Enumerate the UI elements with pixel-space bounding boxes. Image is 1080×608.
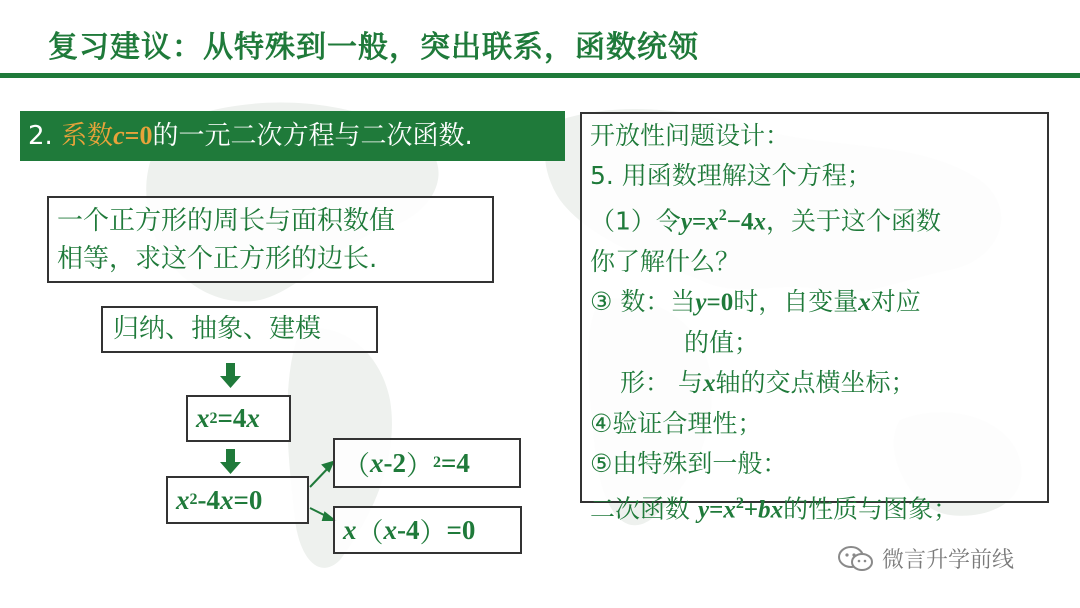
l3-x2: x — [753, 208, 767, 236]
l10-c: + — [743, 496, 759, 524]
l10-x: x — [723, 496, 736, 524]
l5-d: 对应 — [870, 287, 921, 317]
equation-box-2 — [166, 476, 309, 524]
l10-sup: 2 — [735, 495, 744, 513]
eq3-end: =4 — [441, 447, 470, 478]
right-line-7 — [590, 363, 1039, 404]
eq3-close: ） — [406, 450, 433, 482]
l3-b: = — [692, 208, 707, 236]
eq4-var2: x — [383, 514, 397, 545]
watermark — [836, 543, 1014, 574]
l10-d: 的性质与图象； — [783, 494, 959, 524]
l5-a: ③ 数：当 — [590, 287, 696, 317]
banner-prefix: 2. — [28, 121, 62, 151]
page-title: 复习建议：从特殊到一般，突出联系，函数统领 — [48, 30, 699, 65]
l3-x: x — [706, 208, 719, 236]
equation-box-4 — [333, 506, 522, 554]
right-line-4: 你了解什么？ — [590, 247, 741, 277]
equation-box-1 — [186, 395, 291, 442]
l3-c: −4 — [726, 208, 754, 236]
l3-d: ，关于这个函数 — [766, 206, 942, 236]
eq4-mid: -4 — [397, 514, 420, 545]
equation-box-3 — [333, 438, 521, 488]
l5-c: 时，自变量 — [733, 287, 859, 317]
eq3-mid: -2 — [383, 447, 406, 478]
title-divider — [0, 73, 1080, 78]
eq4-open: （ — [356, 517, 384, 549]
right-line-10 — [590, 484, 1039, 530]
eq1-var2: x — [246, 403, 260, 433]
eq1-var: x — [196, 403, 210, 433]
l7-b: 轴的交点横坐标； — [715, 368, 916, 398]
problem-line-1: 一个正方形的周长与面积数值 — [57, 206, 396, 236]
l10-a: 二次函数 — [590, 494, 698, 524]
eq3-open: （ — [343, 450, 370, 482]
right-line-8: ④验证合理性； — [590, 409, 763, 439]
banner-suffix: 的一元二次方程与二次函数. — [152, 121, 473, 151]
right-line-1: 开放性问题设计： — [590, 121, 791, 150]
eq3-var: x — [370, 447, 384, 478]
eq4-var: x — [343, 514, 357, 545]
right-line-3 — [590, 196, 1039, 242]
right-line-6: 的值； — [684, 328, 760, 358]
l7-x: x — [702, 370, 716, 398]
problem-line-2: 相等，求这个正方形的边长. — [57, 244, 378, 274]
section-banner — [20, 111, 565, 161]
problem-box — [47, 196, 494, 283]
l10-bx: bx — [758, 496, 784, 524]
eq2-var2: x — [220, 484, 234, 515]
right-line-5 — [590, 282, 1039, 323]
l5-y: y — [695, 289, 707, 317]
l10-b: = — [709, 496, 724, 524]
eq1-sup: 2 — [209, 409, 218, 427]
l10-y: y — [697, 496, 710, 524]
open-question-box — [580, 112, 1049, 524]
banner-highlight-text: 系数 — [61, 121, 114, 151]
banner-highlight-var: c — [113, 121, 125, 150]
eq2-end: =0 — [233, 484, 263, 515]
right-line-9: ⑤由特殊到一般： — [590, 449, 788, 479]
eq2-mid: -4 — [197, 484, 220, 515]
l7-a: 形： 与 — [620, 368, 703, 398]
eq2-sup: 2 — [189, 491, 198, 508]
eq2-var: x — [176, 484, 190, 515]
step-label: 归纳、抽象、建模 — [113, 314, 322, 344]
step-label-box — [101, 306, 378, 353]
l3-a: （1）令 — [590, 206, 681, 236]
eq4-close: ） — [419, 517, 447, 549]
banner-highlight-eq: =0 — [124, 121, 153, 150]
l3-sup: 2 — [718, 207, 727, 224]
l5-b: =0 — [706, 289, 734, 317]
eq3-sup: 2 — [433, 454, 441, 471]
right-line-2: 5. 用函数理解这个方程； — [590, 161, 872, 190]
eq1-mid: =4 — [217, 403, 247, 433]
l5-x: x — [858, 289, 871, 317]
wechat-icon — [836, 545, 876, 573]
watermark-text: 微言升学前线 — [882, 548, 1015, 573]
l3-y: y — [680, 208, 693, 236]
eq4-end: =0 — [446, 514, 476, 545]
